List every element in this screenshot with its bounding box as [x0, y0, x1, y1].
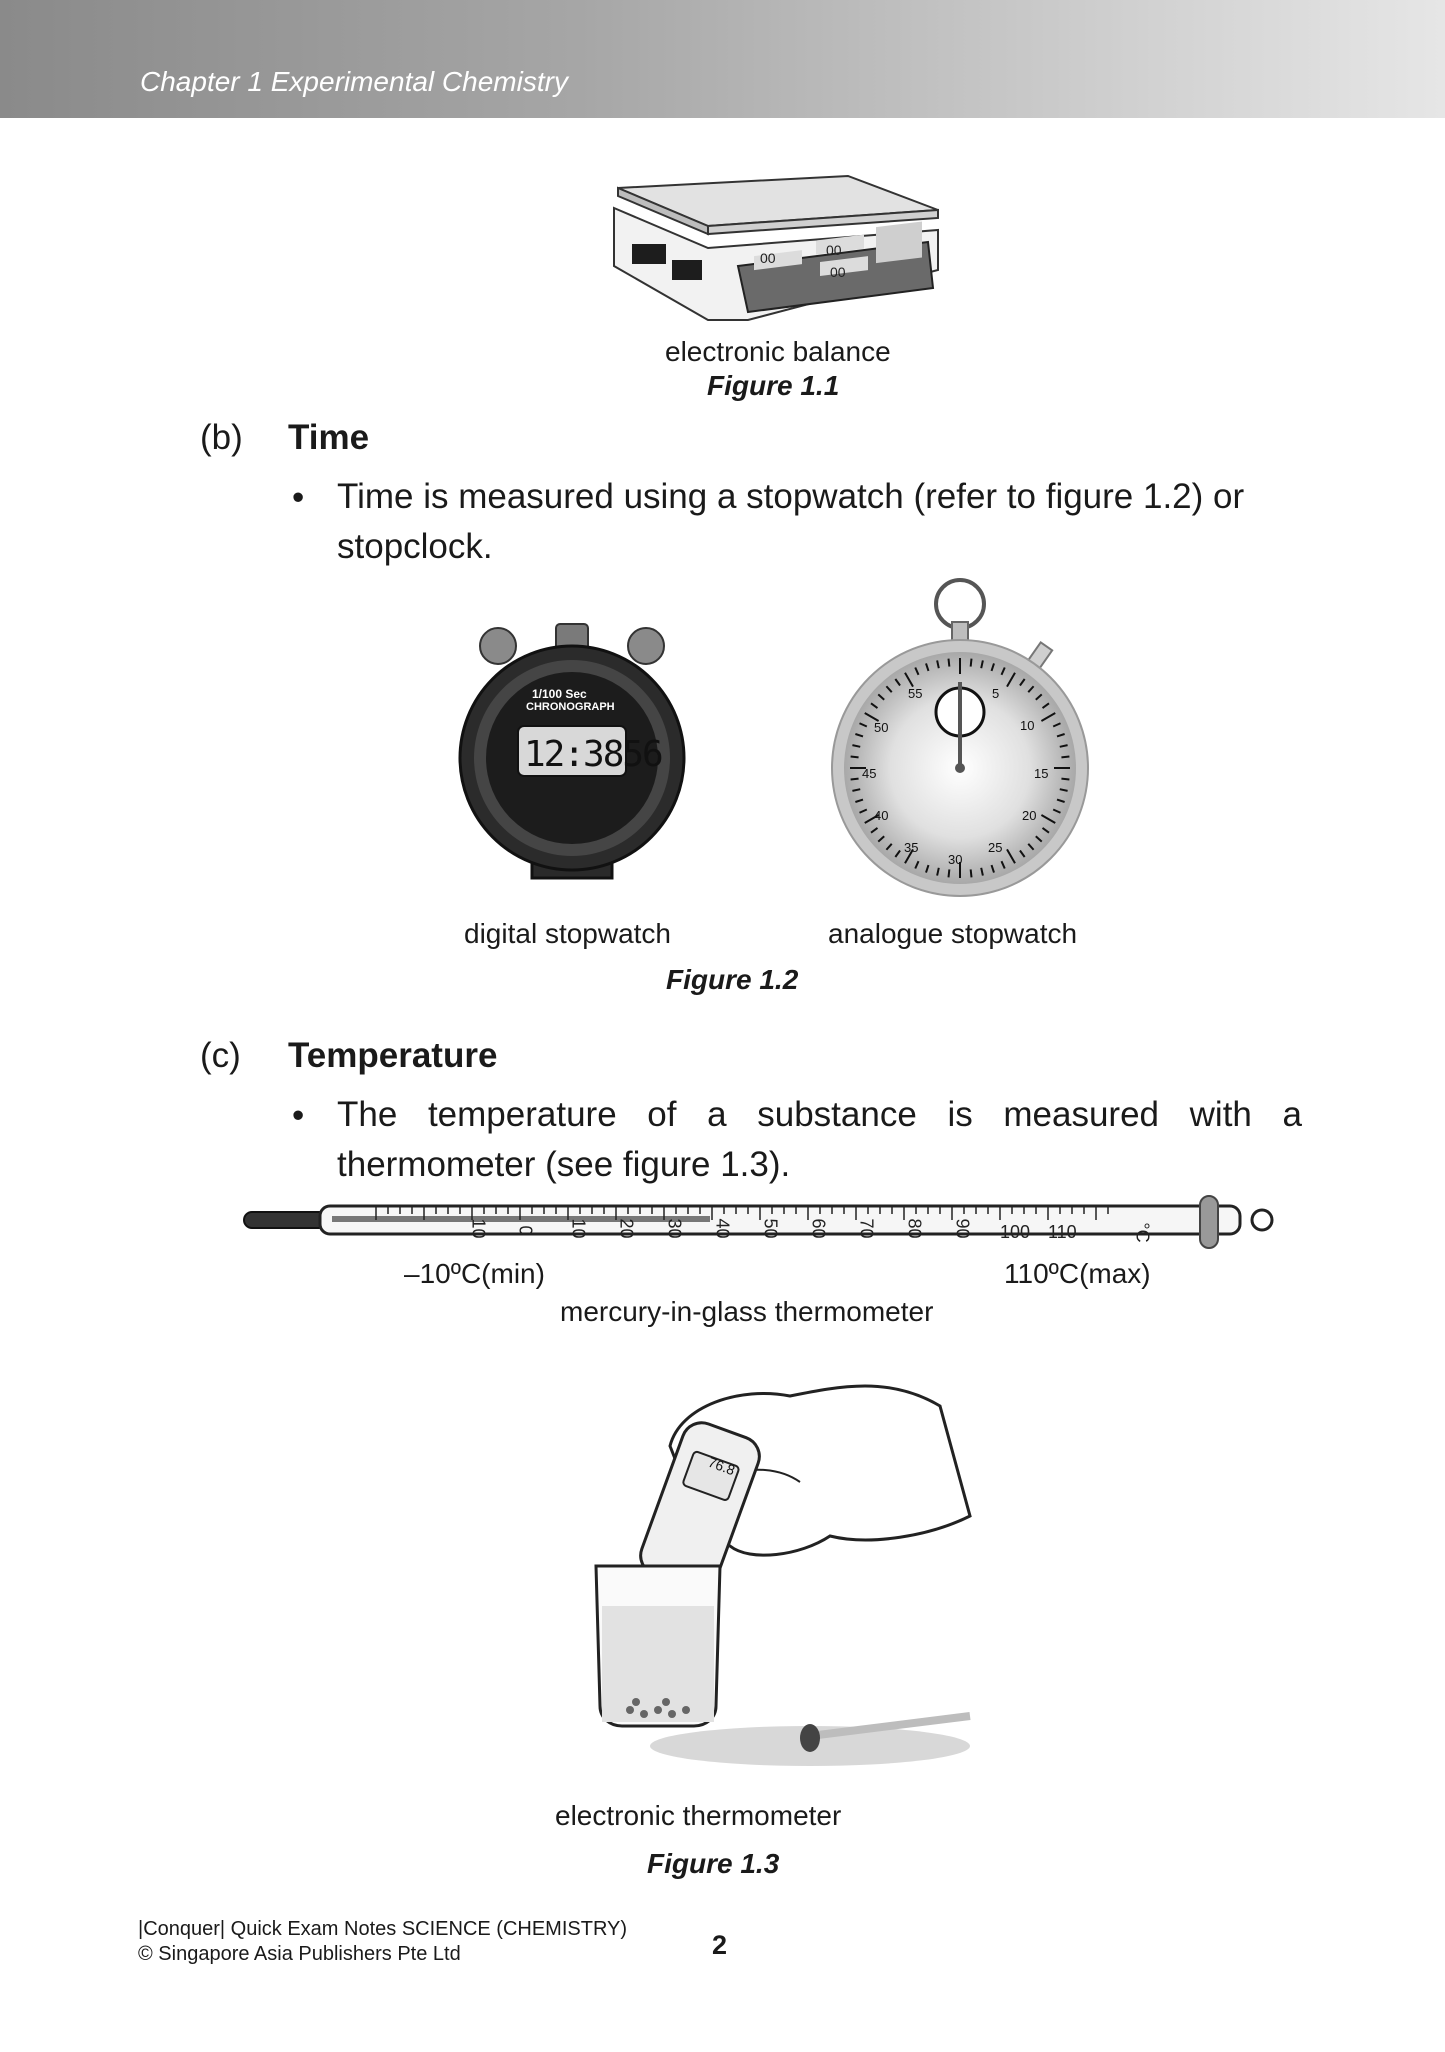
chapter-title: Chapter 1 Experimental Chemistry	[140, 66, 568, 97]
stopwatch-brand-text: CHRONOGRAPH	[526, 701, 615, 713]
figure-1-2-label: Figure 1.2	[666, 964, 799, 995]
dial-tick	[1061, 779, 1069, 780]
section-c-bullet: •	[292, 1096, 305, 1135]
thermometer-scale-number: 30	[664, 1218, 685, 1239]
balance-display-value: 00	[826, 242, 842, 258]
section-b-title: Time	[288, 418, 370, 457]
electronic-thermometer-caption: electronic thermometer	[555, 1800, 842, 1831]
mercury-thermometer-caption: mercury-in-glass thermometer	[560, 1296, 934, 1327]
thermometer-min-label: –10ºC(min)	[404, 1258, 545, 1289]
thermometer-scale-number: 10	[468, 1218, 489, 1239]
dial-number: 40	[874, 808, 889, 823]
electronic-balance-illustration	[608, 170, 948, 330]
dial-number: 55	[908, 686, 923, 701]
balance-caption: electronic balance	[665, 336, 891, 367]
section-b-letter: (b)	[200, 418, 243, 457]
dial-number: 5	[992, 686, 1000, 701]
dial-number: 10	[1020, 718, 1035, 733]
footer-copyright: © Singapore Asia Publishers Pte Ltd	[138, 1943, 461, 1965]
electronic-thermometer-illustration	[570, 1366, 990, 1806]
thermometer-scale-number: 20	[616, 1218, 637, 1239]
dial-number: 25	[988, 840, 1003, 855]
dial-tick	[851, 779, 859, 780]
thermometer-scale-number: 90	[952, 1218, 973, 1239]
section-c-letter: (c)	[200, 1036, 241, 1075]
section-b-bullet: •	[292, 478, 305, 517]
chapter-header-band	[0, 0, 1445, 118]
section-c-text-line1: The temperature of a substance is measured with a	[337, 1095, 1302, 1134]
thermometer-max-label: 110ºC(max)	[1004, 1258, 1151, 1289]
thermometer-scale-number: 100	[1000, 1222, 1031, 1242]
dial-tick	[971, 869, 972, 877]
dial-tick	[971, 659, 972, 667]
thermometer-scale-number: 110	[1048, 1222, 1077, 1242]
dial-tick	[1061, 757, 1069, 758]
thermometer-scale-number: 40	[712, 1218, 733, 1239]
footer-title: |Conquer| Quick Exam Notes SCIENCE (CHEMISTRY)	[138, 1918, 628, 1940]
stopwatch-digital-display: 12:3856	[524, 734, 662, 775]
section-c-text-line2: thermometer (see figure 1.3).	[337, 1145, 791, 1184]
figure-1-3-label: Figure 1.3	[647, 1848, 780, 1879]
digital-stopwatch-caption: digital stopwatch	[464, 918, 672, 949]
figure-1-1-label: Figure 1.1	[707, 370, 840, 401]
thermometer-scale-number: 0	[515, 1225, 536, 1236]
section-c-title: Temperature	[288, 1036, 498, 1075]
dial-tick	[851, 757, 859, 758]
dial-number: 45	[862, 766, 877, 781]
stopwatch-resolution-text: 1/100 Sec	[532, 687, 587, 701]
dial-number: 50	[874, 720, 889, 735]
thermometer-scale-number: 50	[760, 1218, 781, 1239]
dial-tick	[949, 869, 950, 877]
balance-display-value: 00	[830, 264, 846, 280]
page-number: 2	[712, 1930, 728, 1960]
dial-number: 35	[904, 840, 919, 855]
dial-number: 20	[1022, 808, 1037, 823]
thermometer-scale-number: 70	[856, 1218, 877, 1239]
analogue-stopwatch-caption: analogue stopwatch	[828, 918, 1078, 949]
balance-display-value: 00	[760, 250, 776, 266]
dial-number: 15	[1034, 766, 1049, 781]
section-b-text-line1: Time is measured using a stopwatch (refer to figure 1.2) or	[337, 477, 1245, 516]
thermometer-unit-mark: °C	[1132, 1222, 1153, 1243]
thermometer-scale-number: 60	[808, 1218, 829, 1239]
electronic-thermometer-display: 76.8	[706, 1453, 738, 1479]
dial-number: 30	[948, 852, 963, 867]
thermometer-scale-number: 80	[904, 1218, 925, 1239]
thermometer-scale-number: 10	[568, 1218, 589, 1239]
dial-tick	[949, 659, 950, 667]
section-b-text-line2: stopclock.	[337, 527, 493, 566]
